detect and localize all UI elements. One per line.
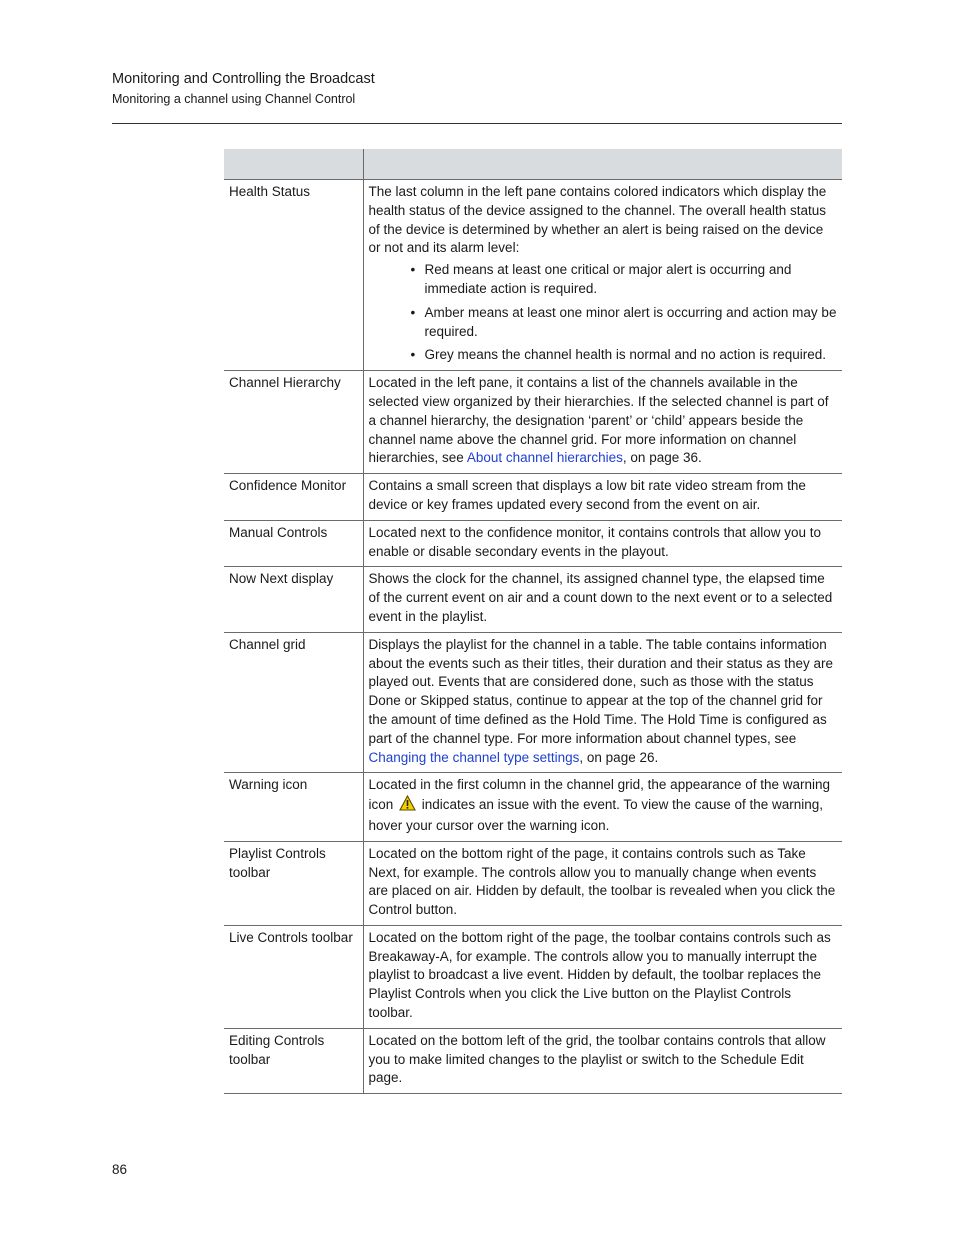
description-cell <box>363 371 842 474</box>
changing-channel-type-settings-link[interactable]: Changing the channel type settings <box>368 749 580 765</box>
ui-elements-table <box>224 149 842 1094</box>
description-text: Located in the first column in the channel grid, the appearance of the warning icon <box>368 777 831 813</box>
description-cell: Located next to the confidence monitor, it contains controls that allow you to enable or disable secondary events in the playout. <box>363 520 842 567</box>
description-cell: Located on the bottom left of the grid, the toolbar contains controls that allow you to make limited changes to the playlist or switch to the Schedule Edit page. <box>363 1028 842 1093</box>
term-cell: Live Controls toolbar <box>224 925 363 1028</box>
term-cell: Now Next display <box>224 567 363 632</box>
table-row <box>224 1028 842 1093</box>
table-header-cell <box>363 149 842 180</box>
header-divider <box>112 123 842 124</box>
term-cell: Manual Controls <box>224 520 363 567</box>
table-row <box>224 180 842 371</box>
description-cell: Located on the bottom right of the page, it contains controls such as Take Next, for example. The controls allow you to manually change when events are placed on air. Hidden by default, the toolbar is revealed when you click the Control button. <box>363 841 842 925</box>
section-title: Monitoring a channel using Channel Control <box>112 92 356 106</box>
table-row <box>224 474 842 521</box>
table-row <box>224 841 842 925</box>
description-text: Displays the playlist for the channel in a table. The table contains information about the events such as their titles, their duration and their status as they are played out. Events that are considered done, such as those with the status Done or Skipped status, continue to appear at the top of the channel grid for the amount of time defined as the Hold Time. The Hold Time is configured as part of the channel type. For more information about channel types, see <box>368 636 834 746</box>
chapter-title: Monitoring and Controlling the Broadcast <box>112 71 375 87</box>
term-cell: Editing Controls toolbar <box>224 1028 363 1093</box>
term-cell: Channel grid <box>224 632 363 773</box>
description-text: The last column in the left pane contains colored indicators which display the health status of the device assigned to the channel. The overall health status of the device is determined by whether an alert is being raised on the device or not and its alarm level: <box>368 184 827 256</box>
bullet-item: • Red means at least one critical or major alert is occurring and immediate action is required. <box>425 261 838 299</box>
bullet-item: • Grey means the channel health is normal and no action is required. <box>425 346 838 365</box>
description-cell: Located on the bottom right of the page, the toolbar contains controls such as Breakaway-A, for example. The controls allow you to manually interrupt the playlist to broadcast a live event. Hidden by default, the toolbar replaces the Playlist Controls when you click the Live button on the Playlist Controls toolbar. <box>363 925 842 1028</box>
table-header-row <box>224 149 842 180</box>
description-text: indicates an issue with the event. To view the cause of the warning, hover your cursor over the warning icon. <box>368 797 824 833</box>
description-text: , on page 26. <box>579 749 659 765</box>
description-cell: Shows the clock for the channel, its assigned channel type, the elapsed time of the current event on air and a count down to the next event or to a selected event in the playlist. <box>363 567 842 632</box>
description-cell <box>363 180 842 371</box>
term-cell: Health Status <box>224 180 363 371</box>
description-cell <box>363 773 842 841</box>
description-text: Located in the left pane, it contains a list of the channels available in the selected view organized by their hierarchies. If the selected channel is part of a channel hierarchy, the designation ‘parent’ or ‘child’ appears beside the channel name above the channel grid. For more information on channel hierarchies, see <box>368 375 829 466</box>
warning-icon <box>399 795 416 817</box>
table-row <box>224 520 842 567</box>
bullet-list <box>369 261 838 365</box>
table-header-cell <box>224 149 363 180</box>
description-cell: Contains a small screen that displays a low bit rate video stream from the device or key frames updated every second from the event on air. <box>363 474 842 521</box>
table-row <box>224 371 842 474</box>
term-cell: Playlist Controls toolbar <box>224 841 363 925</box>
table-row <box>224 567 842 632</box>
table-row <box>224 773 842 841</box>
term-cell: Confidence Monitor <box>224 474 363 521</box>
description-cell <box>363 632 842 773</box>
term-cell: Warning icon <box>224 773 363 841</box>
page-number: 86 <box>112 1162 128 1177</box>
description-text: , on page 36. <box>622 450 702 466</box>
bullet-item: • Amber means at least one minor alert is occurring and action may be required. <box>425 304 838 342</box>
table-row <box>224 632 842 773</box>
term-cell: Channel Hierarchy <box>224 371 363 474</box>
about-channel-hierarchies-link[interactable]: About channel hierarchies <box>466 450 623 466</box>
table-row <box>224 925 842 1028</box>
